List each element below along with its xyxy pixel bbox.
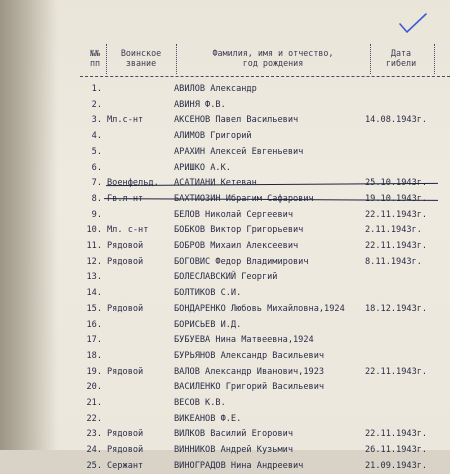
- row-date: 26.11.1943г.: [365, 445, 428, 456]
- row-name: АРАХИН Алексей Евгеньевич: [174, 146, 304, 157]
- header-date-line2: гибели: [385, 58, 417, 68]
- table-row: [0, 210, 450, 223]
- row-rank: Гв.л-нт: [107, 193, 144, 204]
- table-row: [0, 367, 450, 380]
- table-row: [0, 84, 450, 97]
- row-name: АРИШКО А.К.: [174, 162, 231, 173]
- header-name: [178, 48, 368, 68]
- table-row: [0, 382, 450, 395]
- table-row: [0, 429, 450, 442]
- row-number: 11.: [86, 241, 102, 251]
- row-number: 3.: [91, 115, 102, 126]
- header-rank: [108, 48, 174, 68]
- row-date: 22.11.1943г.: [365, 209, 428, 220]
- table-row: [0, 163, 450, 176]
- row-number: 4.: [91, 131, 102, 142]
- table-row: [0, 115, 450, 128]
- column-separator: [176, 44, 177, 74]
- row-date: 14.08.1943г.: [365, 115, 428, 126]
- table-row: [0, 225, 450, 238]
- row-number: 21.: [86, 398, 102, 408]
- table-row: [0, 241, 450, 254]
- header-date: [372, 48, 430, 68]
- row-name: БОБРОВ Михаил Алексеевич: [174, 241, 299, 251]
- row-name: БОЛЕСЛАВСКИЙ Георгий: [174, 272, 278, 283]
- header-date-line1: Дата: [390, 48, 412, 58]
- row-number: 22.: [86, 413, 102, 424]
- table-row: [0, 445, 450, 458]
- row-number: 9.: [91, 209, 102, 220]
- check-mark-icon: [398, 12, 428, 36]
- row-rank: Рядовой: [107, 303, 144, 314]
- row-number: 18.: [86, 350, 102, 361]
- header-rule: [80, 76, 450, 77]
- row-name: ВЕСОВ К.В.: [174, 398, 226, 408]
- row-name: БОНДАРЕНКО Любовь Михайловна,1924: [174, 303, 345, 314]
- table-row: [0, 100, 450, 113]
- header-num-line2: пп: [89, 58, 101, 68]
- row-date: 21.09.1943г.: [365, 460, 428, 471]
- row-number: 10.: [86, 225, 102, 236]
- row-date: 22.11.1943г.: [365, 366, 428, 377]
- column-separator: [106, 44, 107, 74]
- row-number: 7.: [91, 178, 102, 189]
- row-rank: Сержант: [107, 460, 144, 471]
- row-name: ВИЛКОВ Василий Егорович: [174, 429, 293, 440]
- row-name: АСАТИАНИ Кетеван: [174, 178, 257, 189]
- row-name: ВИННИКОВ Андрей Кузьмич: [174, 445, 293, 456]
- row-name: ВИНОГРАДОВ Нина Андреевич: [174, 460, 304, 471]
- table-row: [0, 257, 450, 270]
- row-number: 24.: [86, 445, 102, 456]
- row-number: 12.: [86, 256, 102, 267]
- row-date: 8.11.1943г.: [365, 256, 422, 267]
- row-rank: Военфельд.: [107, 178, 159, 189]
- row-name: АКСЕНОВ Павел Васильевич: [174, 115, 299, 126]
- row-number: 13.: [86, 272, 102, 283]
- row-date: 19.10.1943г.: [365, 193, 428, 204]
- header-rank-line1: Воинское: [120, 48, 162, 58]
- header-name-line2: год рождения: [242, 58, 304, 68]
- header-rank-line2: звание: [125, 58, 157, 68]
- row-number: 1.: [91, 84, 102, 94]
- table-row: [0, 414, 450, 427]
- row-number: 16.: [86, 319, 102, 330]
- table-row: [0, 272, 450, 285]
- row-date: 25.10.1943г.: [365, 178, 428, 189]
- row-number: 25.: [86, 460, 102, 471]
- row-number: 5.: [91, 146, 102, 157]
- row-name: АЛИМОВ Григорий: [174, 131, 252, 142]
- header-name-line1: Фамилия, имя и отчество,: [212, 48, 334, 58]
- column-separator: [370, 44, 371, 74]
- row-number: 8.: [91, 193, 102, 204]
- table-row: [0, 288, 450, 301]
- row-name: БАХТИОЗИН Ибрагим Сафарович: [174, 193, 314, 204]
- row-rank: Рядовой: [107, 256, 144, 267]
- row-name: ВАСИЛЕНКО Григорий Васильевич: [174, 382, 325, 393]
- row-number: 14.: [86, 288, 102, 299]
- table-row: [0, 178, 450, 191]
- row-name: БУБУЕВА Нина Матвеевна,1924: [174, 335, 314, 346]
- table-row: [0, 147, 450, 160]
- row-date: 2.11.1943г.: [365, 225, 422, 236]
- row-number: 19.: [86, 366, 102, 377]
- row-rank: Мл. с-нт: [107, 225, 149, 236]
- row-rank: Рядовой: [107, 366, 144, 377]
- table-row: [0, 304, 450, 317]
- row-name: БОБКОВ Виктор Григорьевич: [174, 225, 304, 236]
- row-number: 23.: [86, 429, 102, 440]
- row-rank: Рядовой: [107, 241, 144, 251]
- row-number: 15.: [86, 303, 102, 314]
- row-name: БЕЛОВ Николай Сергеевич: [174, 209, 293, 220]
- row-date: 22.11.1943г.: [365, 429, 428, 440]
- header-num-line1: №№: [89, 48, 101, 58]
- row-number: 6.: [91, 162, 102, 173]
- row-name: ВИКЕАНОВ Ф.Е.: [174, 413, 242, 424]
- table-row: [0, 194, 450, 207]
- row-name: БОГОВИС Федор Владимирович: [174, 256, 309, 267]
- row-name: БОЛТИКОВ С.И.: [174, 288, 242, 299]
- table-row: [0, 320, 450, 333]
- table-row: [0, 131, 450, 144]
- row-name: БУРЬЯНОВ Александр Васильевич: [174, 350, 325, 361]
- row-rank: Рядовой: [107, 429, 144, 440]
- row-rank: Мл.с-нт: [107, 115, 144, 126]
- row-date: 22.11.1943г.: [365, 241, 428, 251]
- table-row: [0, 398, 450, 411]
- row-number: 17.: [86, 335, 102, 346]
- row-number: 2.: [91, 99, 102, 110]
- row-name: ВАЛОВ Александр Иванович,1923: [174, 366, 325, 377]
- header-num: [84, 48, 106, 68]
- table-row: [0, 461, 450, 474]
- row-name: АВИНЯ Ф.В.: [174, 99, 226, 110]
- row-number: 20.: [86, 382, 102, 393]
- table-row: [0, 351, 450, 364]
- row-rank: Рядовой: [107, 445, 144, 456]
- column-separator: [434, 44, 435, 74]
- table-row: [0, 335, 450, 348]
- row-name: БОРИСЬЕВ И.Д.: [174, 319, 242, 330]
- row-date: 18.12.1943г.: [365, 303, 428, 314]
- row-name: АВИЛОВ Александр: [174, 84, 257, 94]
